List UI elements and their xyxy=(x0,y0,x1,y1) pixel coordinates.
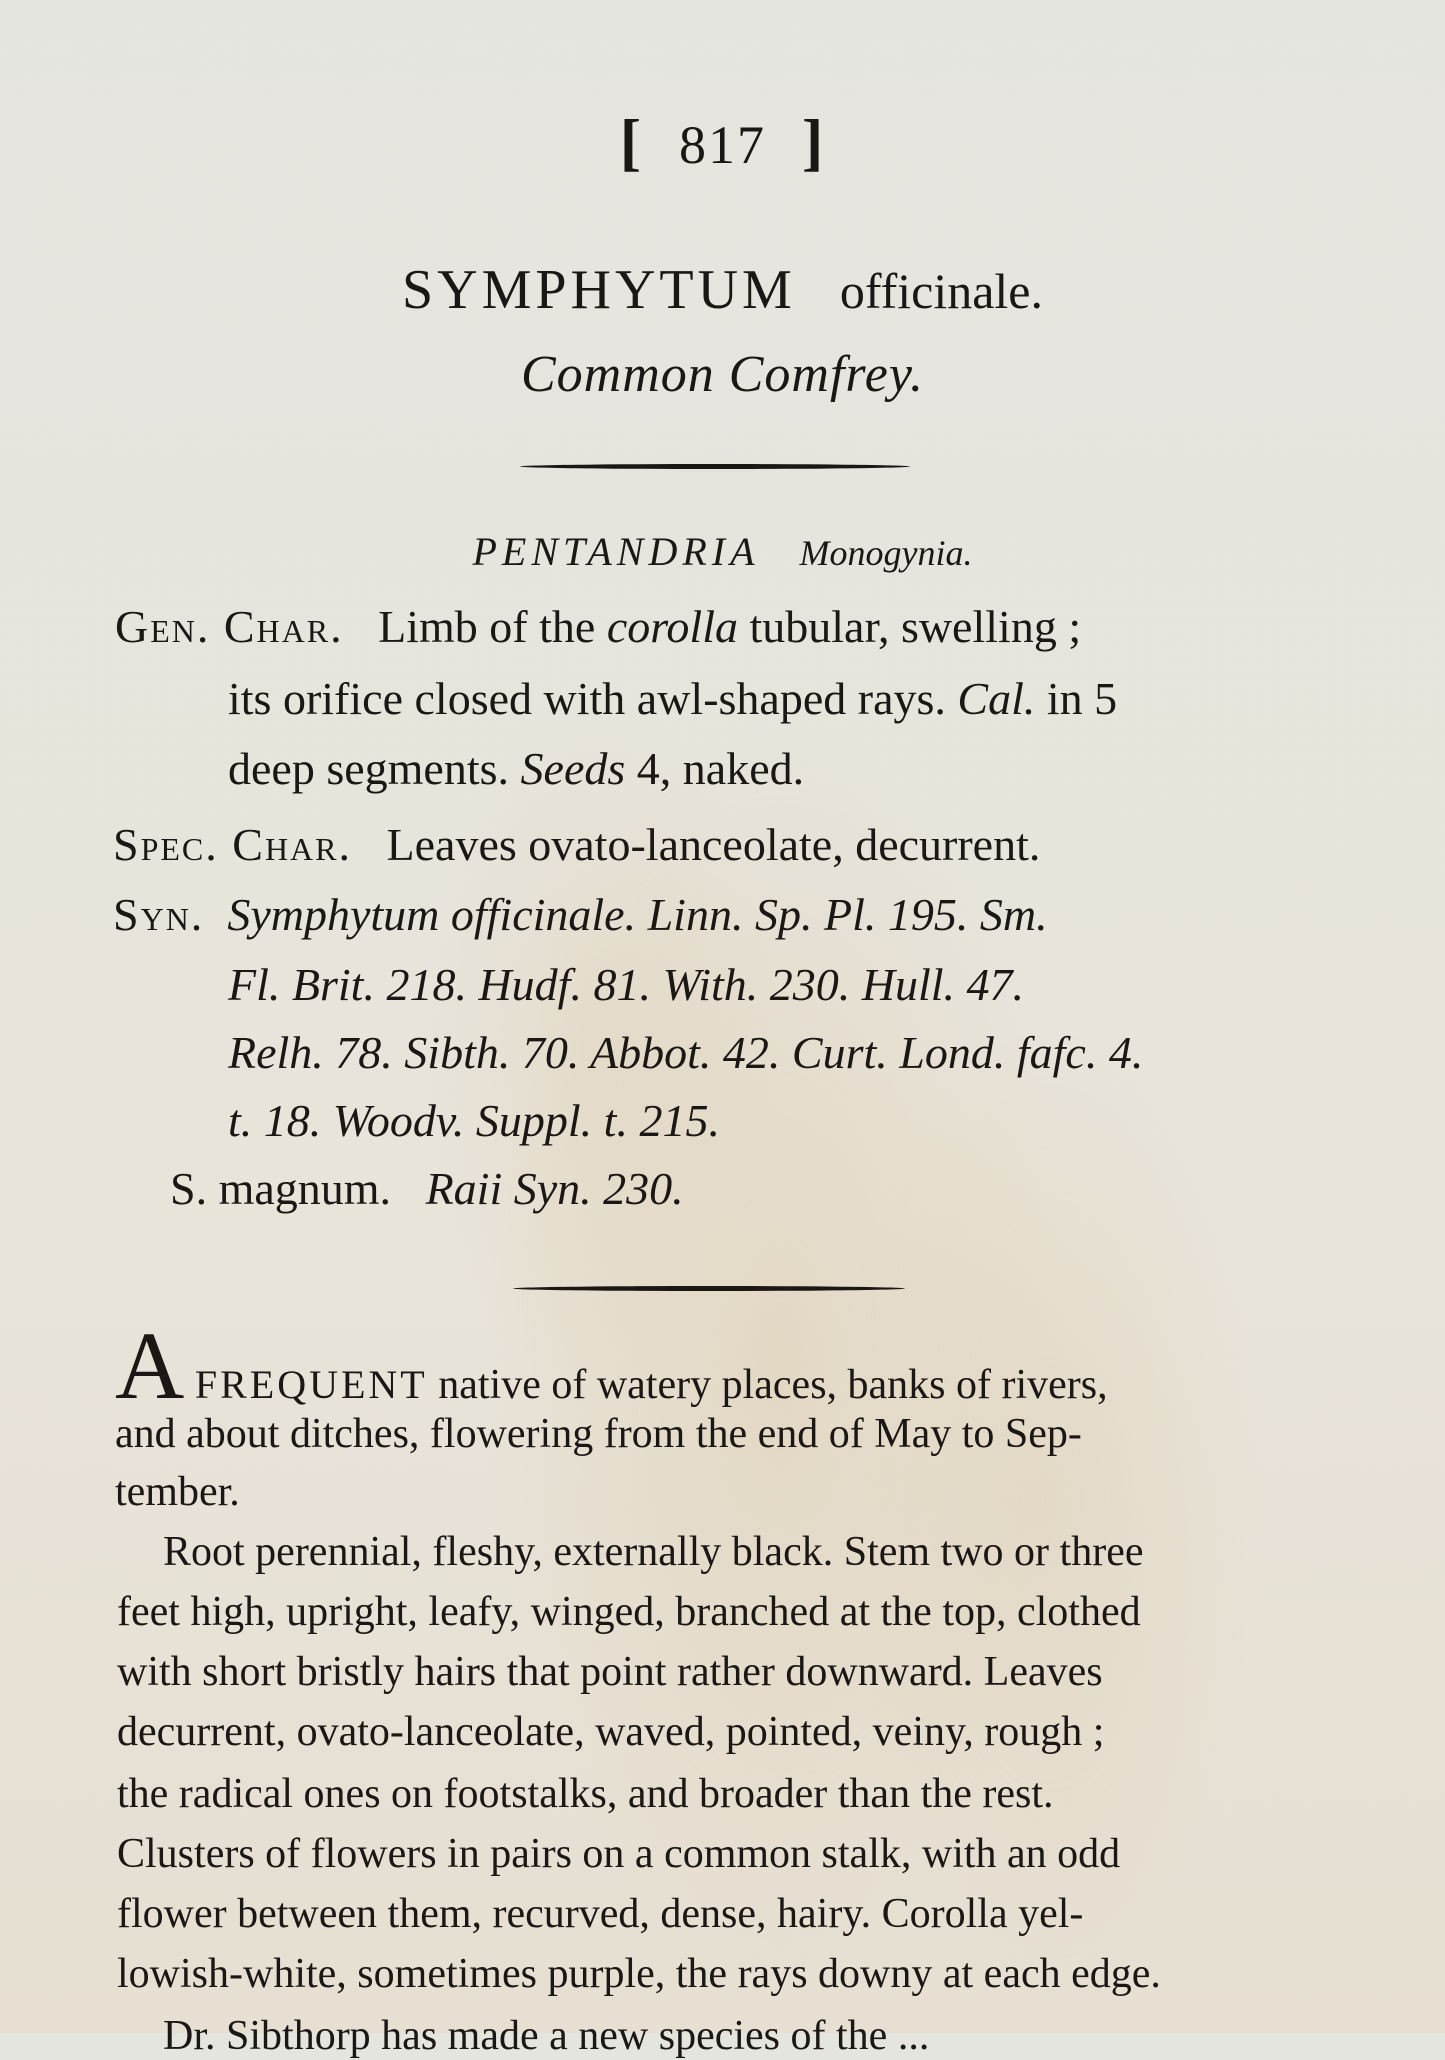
gen-char-line-1: Gen. Char. Limb of the corolla tubular, swelling ; xyxy=(115,601,1082,652)
folio-number: 817 xyxy=(679,115,766,175)
body-para-1-line-1: A FREQUENT native of watery places, banks of rivers, xyxy=(115,1312,1108,1419)
classification xyxy=(0,528,1445,575)
body-para-2-line-3: with short bristly hairs that point rather downward. Leaves xyxy=(117,1649,1103,1695)
syn-line-3: Relh. 78. Sibth. 70. Abbot. 42. Curt. Lond. fafc. 4. xyxy=(228,1027,1144,1078)
bracket-left: [ xyxy=(619,106,643,177)
body-para-2-line-8: lowish-white, sometimes purple, the rays downy at each edge. xyxy=(117,1951,1161,1997)
syn-label: Syn. xyxy=(113,889,205,940)
body-para-2-line-5: the radical ones on footstalks, and broader than the rest. xyxy=(117,1771,1054,1817)
body-para-2-line-7: flower between them, recurved, dense, hairy. Corolla yel- xyxy=(117,1891,1084,1937)
divider-rule xyxy=(520,464,910,469)
body-para-3-partial: Dr. Sibthorp has made a new species of the ... xyxy=(163,2013,930,2059)
lead-caps: FREQUENT xyxy=(194,1362,428,1407)
page-number xyxy=(0,105,1445,179)
page-title xyxy=(0,258,1445,322)
syn-line-2: Fl. Brit. 218. Hudf. 81. With. 230. Hull. 47. xyxy=(228,959,1025,1010)
body-para-2-line-4: decurrent, ovato-lanceolate, waved, pointed, veiny, rough ; xyxy=(117,1709,1105,1755)
drop-cap: A xyxy=(115,1312,185,1419)
bracket-right: ] xyxy=(802,106,826,177)
common-name: Common Comfrey. xyxy=(520,346,925,403)
spec-char xyxy=(113,818,1040,871)
body-para-2-line-6: Clusters of flowers in pairs on a common stalk, with an odd xyxy=(117,1831,1121,1877)
divider-rule xyxy=(513,1286,905,1291)
gen-char-line-3: deep segments. Seeds 4, naked. xyxy=(228,743,805,794)
body-para-2-line-1: Root perennial, fleshy, externally black. Stem two or three xyxy=(163,1529,1144,1575)
syn-alt: S. magnum. Raii Syn. 230. xyxy=(170,1163,684,1214)
title-species: officinale. xyxy=(839,263,1043,319)
gen-char-label: Gen. Char. xyxy=(115,601,344,652)
body-para-2-line-2: feet high, upright, leafy, winged, branched at the top, clothed xyxy=(117,1589,1141,1635)
spec-char-label: Spec. Char. xyxy=(113,819,353,870)
syn-line-1: Syn. Symphytum officinale. Linn. Sp. Pl. 195. Sm. xyxy=(113,889,1048,940)
title-genus: SYMPHYTUM xyxy=(401,259,796,321)
gen-char-line-2: its orifice closed with awl-shaped rays. Cal. in 5 xyxy=(228,673,1118,724)
body-para-1-line-3: tember. xyxy=(115,1469,240,1515)
body-para-1-line-2: and about ditches, flowering from the end of May to Sep- xyxy=(115,1411,1082,1457)
order-name: Monogynia. xyxy=(799,533,973,573)
spec-char-text: Leaves ovato-lanceolate, decurrent. xyxy=(386,819,1041,870)
syn-line-4: t. 18. Woodv. Suppl. t. 215. xyxy=(228,1095,720,1146)
class-name: PENTANDRIA xyxy=(472,529,760,574)
